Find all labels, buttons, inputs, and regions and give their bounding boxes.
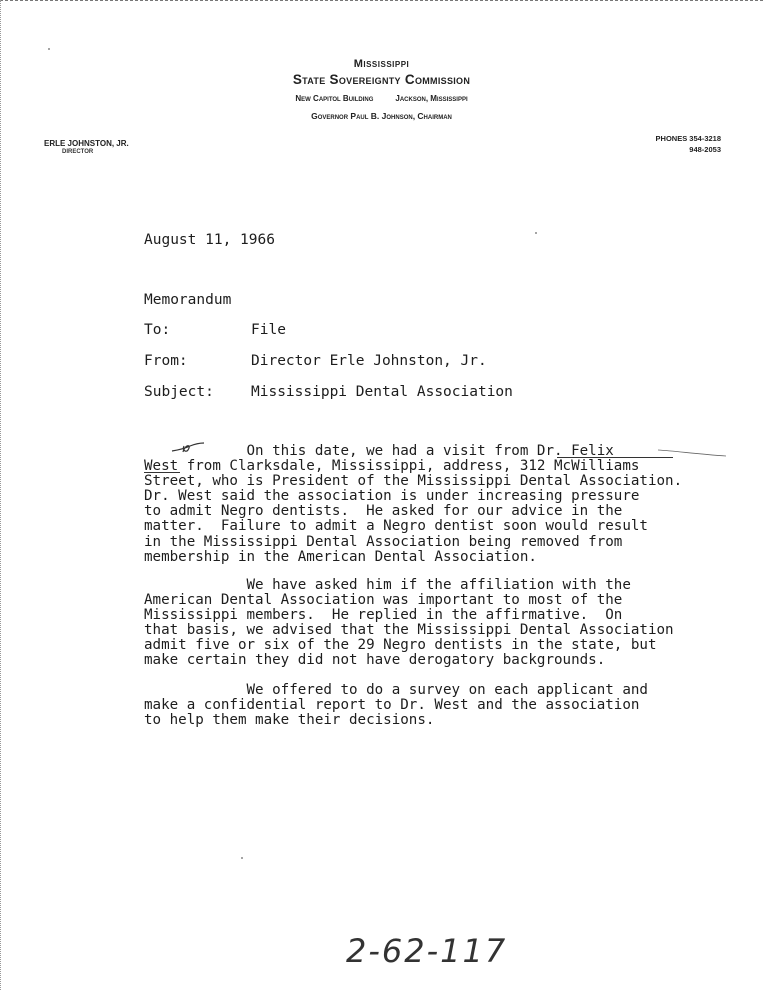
scan-top-edge bbox=[0, 0, 763, 4]
memo-heading: Memorandum bbox=[144, 292, 232, 308]
body-paragraph-1: On this date, we had a visit from Dr. Felix West from Clarksdale, Mississippi, address, 312 McWilliams Street, who is President of the Mississippi Dental Association. Dr. West said the association is under increasing pressure to admit Negro dentists. He asked for our advice in the matter. Failure to admit a Negro dentist soon would result in the Mississippi Dental Association being removed from membership in the American Dental Association. bbox=[144, 443, 683, 565]
subject-value: Mississippi Dental Association bbox=[251, 384, 513, 400]
memo-date: August 11, 1966 bbox=[144, 232, 275, 248]
scan-speck bbox=[241, 857, 243, 859]
subject-label: Subject: bbox=[144, 384, 214, 400]
phone-numbers bbox=[656, 133, 721, 155]
director-title: DIRECTOR bbox=[62, 149, 94, 155]
letterhead-address bbox=[0, 94, 763, 103]
body-paragraph-2: We have asked him if the affiliation with the American Dental Association was important to most of the Mississippi members. He replied in the affirmative. On that basis, we advised that the Mississippi Dental Association admit five or six of the 29 Negro dentists in the state, but make certain they did not have derogatory backgrounds. bbox=[144, 577, 674, 669]
scan-speck bbox=[535, 232, 537, 234]
scan-speck bbox=[48, 48, 50, 50]
letterhead-state: Mississippi bbox=[353, 58, 410, 70]
letterhead-commission: State Sovereignty Commission bbox=[292, 72, 471, 87]
from-label: From: bbox=[144, 353, 188, 369]
phone-line-1: PHONES 354-3218 bbox=[655, 134, 721, 143]
from-value: Director Erle Johnston, Jr. bbox=[251, 353, 487, 369]
to-value: File bbox=[251, 322, 286, 338]
phone-line-2: 948-2053 bbox=[689, 145, 721, 154]
letterhead-city: Jackson, Mississippi bbox=[395, 94, 468, 103]
document-number: 2-62-117 bbox=[346, 932, 508, 970]
letterhead-chairman: Governor Paul B. Johnson, Chairman bbox=[311, 111, 452, 121]
scan-left-edge bbox=[0, 0, 3, 990]
director-name: ERLE JOHNSTON, JR. bbox=[44, 139, 129, 148]
body-paragraph-3: We offered to do a survey on each applicant and make a confidential report to Dr. West and the association to help them make their decisions. bbox=[144, 682, 648, 729]
to-label: To: bbox=[144, 322, 171, 338]
letterhead-building: New Capitol Building bbox=[295, 94, 374, 103]
